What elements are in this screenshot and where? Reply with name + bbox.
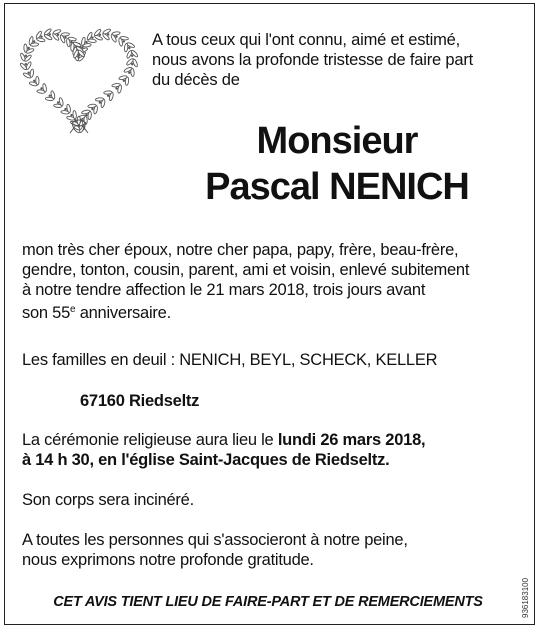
wreath-stem-dot [116, 88, 117, 89]
thanks-line-2: nous exprimons notre profonde gratitude. [22, 551, 314, 569]
wreath-leaf [36, 76, 40, 85]
wreath-stem-dot [86, 41, 87, 42]
description-line-4-suffix: anniversaire. [75, 304, 171, 322]
ordinal-superscript: e [70, 304, 76, 315]
honorific-title: Monsieur [256, 120, 418, 162]
wreath-stem-dot [129, 47, 130, 48]
deceased-name: Pascal NENICH [205, 166, 469, 208]
wreath-stem-dot [28, 72, 29, 73]
wreath-stem-dot [49, 95, 50, 96]
wreath-stem-dot [116, 36, 117, 37]
description-line-4-prefix: son 55 [22, 304, 71, 322]
wreath-stem-dot [49, 34, 50, 35]
wreath-stem-dot [108, 95, 109, 96]
thanks-line-1: A toutes les personnes qui s'associeront à notre peine, [22, 531, 408, 549]
deceased-name-block [152, 118, 522, 210]
wreath-stem-dot [123, 41, 124, 42]
wreath-stem-dot [41, 88, 42, 89]
wreath-leaf [30, 69, 34, 78]
description-line-2: gendre, tonton, cousin, parent, ami et voisin, enlevé subitement [22, 261, 470, 279]
wreath-stem-dot [92, 108, 93, 109]
description-line-3: à notre tendre affection le 21 mars 2018, trois jours avant [22, 281, 426, 299]
wreath-stem-dot [132, 55, 133, 56]
wreath-stem-dot [57, 34, 58, 35]
wreath-leaf [25, 61, 32, 70]
ceremony-line-2: à 14 h 30, en l'église Saint-Jacques de Riedseltz. [22, 451, 390, 469]
ceremony-line-1 [22, 430, 425, 450]
wreath-stem-dot [92, 37, 93, 38]
wreath-stem-dot [34, 80, 35, 81]
wreath-stem-dot [132, 64, 133, 65]
intro-line-2: nous avons la profonde tristesse de faire part [152, 51, 473, 69]
ceremony-prefix: La cérémonie religieuse aura lieu le [22, 431, 278, 449]
description-paragraph [22, 240, 469, 323]
wreath-stem-dot [78, 55, 79, 56]
ceremony-paragraph [22, 430, 425, 470]
intro-text [152, 30, 522, 90]
wreath-stem-dot [57, 102, 58, 103]
wreath-stem-dot [28, 47, 29, 48]
intro-line-3: du décès de [152, 71, 240, 89]
wreath-leaf [30, 43, 39, 47]
wreath-stem-dot [65, 108, 66, 109]
wreath-stem-dot [71, 114, 72, 115]
wreath-stem-dot [123, 80, 124, 81]
footer-notice: CET AVIS TIENT LIEU DE FAIRE-PART ET DE REMERCIEMENTS [53, 594, 483, 610]
wreath-stem-dot [25, 55, 26, 56]
wreath-leaf [124, 43, 128, 52]
wreath-stem-dot [129, 72, 130, 73]
intro-line-1: A tous ceux qui l'ont connu, aimé et estimé, [152, 31, 461, 49]
wreath-leaf [95, 97, 104, 101]
reference-number: 936183100 [521, 577, 530, 618]
wreath-leaf [36, 37, 45, 42]
wreath-stem-dot [99, 102, 100, 103]
thanks-paragraph [22, 530, 408, 570]
description-line-1: mon très cher époux, notre cher papa, papy, frère, beau-frère, [22, 241, 459, 259]
wreath-stem-dot [25, 64, 26, 65]
wreath-leaf [88, 39, 97, 43]
wreath-stem-dot [65, 37, 66, 38]
address-line: 67160 Riedseltz [80, 392, 200, 410]
wreath-stem-dot [99, 34, 100, 35]
description-line-4 [22, 300, 469, 323]
wreath-stem-dot [86, 114, 87, 115]
wreath-stem-dot [108, 34, 109, 35]
cremation-line: Son corps sera incinéré. [22, 491, 194, 509]
ceremony-date: lundi 26 mars 2018, [277, 431, 426, 449]
wreath-stem-dot [41, 36, 42, 37]
heart-wreath-icon [20, 23, 138, 135]
families-line: Les familles en deuil : NENICH, BEYL, SCHECK, KELLER [22, 351, 438, 369]
wreath-stem-dot [34, 41, 35, 42]
wreath-leaf [104, 91, 113, 95]
